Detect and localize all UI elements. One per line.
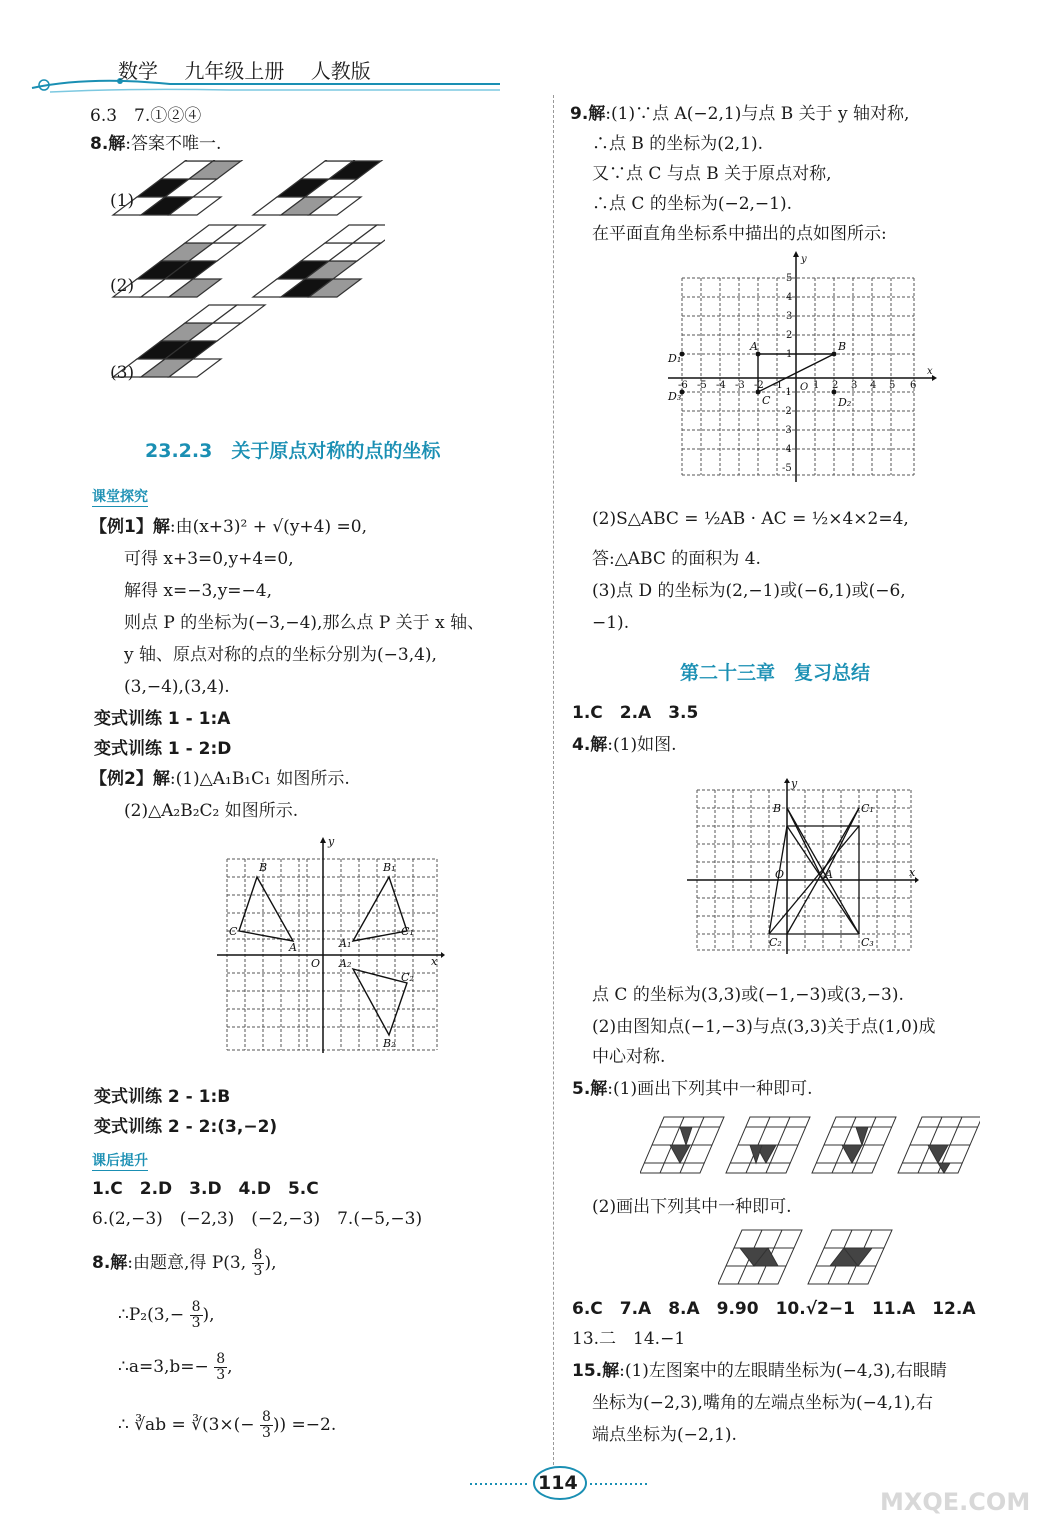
- graph1-x-tick-m3: -3: [735, 380, 745, 391]
- graph1-y-tick-3: 3: [786, 311, 793, 322]
- chapter-answers-6-12: 6.C 7.A 8.A 9.90 10.√2−1 11.A 12.A: [572, 1299, 976, 1319]
- answer-line-6-7: 6.3 7.①②④: [90, 106, 202, 126]
- graph1-x-tick-3: 3: [851, 380, 858, 391]
- answer-9-line-2: ∴点 B 的坐标为(2,1).: [592, 134, 764, 154]
- answer-8-cube-end: )) =−2.: [272, 1415, 337, 1435]
- graph1-x-tick-5: 5: [889, 380, 896, 391]
- comma: ,: [227, 1357, 233, 1377]
- answers-6-7: 6.(2,−3) (−2,3) (−2,−3) 7.(−5,−3): [92, 1209, 423, 1229]
- chapter-answer-4: [572, 734, 677, 756]
- diamond-grid-figures: [105, 160, 385, 400]
- graph2-point-B2: B₂: [383, 1037, 396, 1050]
- example-2-label: 【例2】解: [90, 769, 170, 789]
- coordinate-graph-example-2: [215, 835, 445, 1057]
- graph1-x-tick-m4: -4: [716, 380, 726, 391]
- example-1-line-6: (3,−4),(3,4).: [124, 677, 230, 697]
- example-2: [90, 768, 350, 790]
- answer-8-p2: [118, 1300, 215, 1331]
- answer-9-d-line-1: (3)点 D 的坐标为(2,−1)或(−6,1)或(−6,: [592, 581, 906, 601]
- graph1-y-tick-m3: -3: [782, 425, 792, 436]
- graph1-y-tick-5: 5: [786, 273, 793, 284]
- header-subject: 数学: [118, 59, 158, 83]
- chapter-answer-4-line-1: :(1)如图.: [607, 735, 677, 755]
- chapter-answer-4-label: 4.解: [572, 735, 608, 755]
- triangle-grid-patterns-1: [640, 1115, 980, 1180]
- graph3-point-A: A: [825, 868, 833, 881]
- chapter-answer-15-line-3: 端点坐标为(−2,1).: [592, 1425, 737, 1445]
- answer-8-ab: [118, 1352, 233, 1383]
- column-divider: [553, 95, 554, 1465]
- graph1-x-tick-m1: -1: [773, 380, 783, 391]
- graph1-point-D3: D₃: [668, 390, 682, 403]
- fraction-den-c: 3: [216, 1367, 226, 1383]
- answer-8-p2-text: ∴P₂(3,−: [118, 1305, 185, 1325]
- graph3-point-C2: C₂: [769, 936, 782, 949]
- graph2-point-A2: A₂: [339, 957, 352, 970]
- chapter-answer-4-line-4: 中心对称.: [592, 1047, 666, 1067]
- fig-label-3: (3): [110, 363, 135, 383]
- answer-9-answer: 答:△ABC 的面积为 4.: [592, 549, 761, 569]
- answer-8-b-label: 8.解: [92, 1253, 128, 1273]
- section-tag-class: 课堂探究: [92, 486, 148, 507]
- graph2-origin: O: [311, 957, 321, 970]
- fraction-num-c: 8: [216, 1351, 226, 1367]
- graph1-axis-y: y: [801, 254, 807, 265]
- chapter-answer-5: [572, 1078, 813, 1100]
- fraction-num: 8: [253, 1247, 263, 1263]
- graph2-point-A: A: [289, 941, 297, 954]
- chapter-answer-15-line-1: :(1)左图案中的左眼睛坐标为(−4,3),右眼睛: [619, 1361, 947, 1381]
- fraction-den-d: 3: [261, 1425, 271, 1441]
- header-edition: 人教版: [310, 59, 371, 83]
- header-grade: 九年级上册: [184, 59, 285, 83]
- answers-1-5: 1.C 2.D 3.D 4.D 5.C: [92, 1179, 319, 1199]
- graph1-point-D1: D₁: [668, 352, 682, 365]
- graph1-origin: O: [800, 382, 809, 393]
- fraction-den-b: 3: [191, 1315, 201, 1331]
- graph2-point-C1: C₁: [401, 925, 414, 938]
- coordinate-graph-answer-9: [662, 250, 942, 490]
- answer-9-line-3: 又∵点 C 与点 B 关于原点对称,: [592, 164, 832, 184]
- graph3-axis-y: y: [791, 778, 798, 790]
- graph1-axis-x: x: [927, 366, 933, 377]
- fraction-num-d: 8: [261, 1409, 271, 1425]
- graph1-x-tick-4: 4: [870, 380, 877, 391]
- graph1-y-tick-m1: -1: [782, 387, 792, 398]
- graph2-axis-y: y: [328, 835, 335, 848]
- graph1-point-C: C: [762, 394, 771, 407]
- close-paren: ),: [264, 1253, 277, 1273]
- graph3-point-C1: C₁: [861, 802, 874, 815]
- graph3-point-B: B: [773, 802, 782, 815]
- fraction-8-3-c: [214, 1352, 227, 1383]
- variant-2-1: 变式训练 2 - 1:B: [94, 1087, 231, 1107]
- example-2-line-2: (2)△A₂B₂C₂ 如图所示.: [124, 801, 299, 821]
- graph1-x-tick-m6: -6: [678, 380, 688, 391]
- answer-9-label: 9.解: [570, 104, 606, 124]
- graph1-point-A: A: [750, 340, 758, 353]
- chapter-answer-15: [572, 1360, 947, 1382]
- chapter-answers-1-3: 1.C 2.A 3.5: [572, 703, 699, 723]
- graph1-point-D2: D₂: [838, 396, 852, 409]
- answer-9-area: (2)S△ABC = ½AB · AC = ½×4×2=4,: [592, 509, 909, 529]
- fig-label-2: (2): [110, 276, 135, 296]
- graph1-x-tick-1: 1: [813, 380, 820, 391]
- example-1: [90, 516, 367, 538]
- chapter-answer-5-label: 5.解: [572, 1079, 608, 1099]
- fig-row-3: [113, 305, 265, 377]
- answer-9-d-line-2: −1).: [592, 613, 630, 633]
- variant-2-2-text: 变式训练 2 - 2:(3,−2): [94, 1117, 278, 1137]
- graph2-point-C2: C₂: [401, 971, 414, 984]
- chapter-title: 第二十三章 复习总结: [680, 662, 871, 684]
- answer-8-b-text: :由题意,得 P(3,: [127, 1253, 247, 1273]
- answer-text: :答案不唯一.: [125, 134, 222, 154]
- answer-9-line-4: ∴点 C 的坐标为(−2,−1).: [592, 194, 793, 214]
- graph1-x-tick-m5: -5: [697, 380, 707, 391]
- graph1-x-tick-2: 2: [832, 380, 839, 391]
- section-tag-after: 课后提升: [92, 1150, 148, 1171]
- graph1-point-B: B: [838, 340, 847, 353]
- chapter-answer-4-line-3: (2)由图知点(−1,−3)与点(3,3)关于点(1,0)成: [592, 1017, 936, 1037]
- coordinate-graph-chapter-4: [685, 778, 925, 958]
- graph1-y-tick-1: 1: [786, 349, 793, 360]
- chapter-answer-15-line-2: 坐标为(−2,3),嘴角的左端点坐标为(−4,1),右: [592, 1393, 933, 1413]
- example-1-line-5: y 轴、原点对称的点的坐标分别为(−3,4),: [124, 645, 437, 665]
- graph2-point-C: C: [229, 925, 238, 938]
- watermark: MXQE.COM: [880, 1488, 1031, 1516]
- variant-1-1: 变式训练 1 - 1:A: [94, 709, 231, 729]
- chapter-answers-13-14: 13.二 14.−1: [572, 1329, 686, 1349]
- example-1-line-4: 则点 P 的坐标为(−3,−4),那么点 P 关于 x 轴、: [124, 613, 485, 633]
- fig-label-1: (1): [110, 191, 135, 211]
- fraction-8-3-b: [190, 1300, 203, 1331]
- answer-8-b: [92, 1248, 277, 1279]
- graph1-x-tick-m2: -2: [754, 380, 764, 391]
- graph3-axis-x: x: [909, 866, 916, 879]
- example-1-label: 【例1】解: [90, 517, 170, 537]
- chapter-answer-5-line-1: :(1)画出下列其中一种即可.: [607, 1079, 813, 1099]
- graph2-point-B1: B₁: [383, 861, 396, 874]
- graph2-point-A1: A₁: [339, 937, 352, 950]
- answer-label: 8.解: [90, 134, 126, 154]
- graph3-origin: O: [775, 868, 785, 881]
- fraction-den: 3: [253, 1263, 263, 1279]
- answer-9-line-1: :(1)∵点 A(−2,1)与点 B 关于 y 轴对称,: [605, 104, 910, 124]
- answer-8-ab-text: ∴a=3,b=−: [118, 1357, 209, 1377]
- chapter-answer-15-label: 15.解: [572, 1361, 620, 1381]
- fig-row-1: [113, 160, 385, 215]
- fig-row-2: [113, 225, 385, 297]
- page-number: 114: [538, 1472, 578, 1494]
- graph2-axis-x: x: [431, 955, 438, 968]
- graph1-y-tick-4: 4: [786, 292, 793, 303]
- answer-9-line-5: 在平面直角坐标系中描出的点如图所示:: [592, 224, 887, 244]
- graph1-y-tick-2: 2: [786, 330, 793, 341]
- graph1-y-tick-m5: -5: [782, 463, 792, 474]
- answer-9: [570, 103, 909, 125]
- variant-1-2: 变式训练 1 - 2:D: [94, 739, 232, 759]
- example-1-line-3: 解得 x=−3,y=−4,: [124, 581, 273, 601]
- triangle-grid-patterns-2: [718, 1228, 898, 1288]
- answer-8-cube: [118, 1410, 336, 1441]
- chapter-answer-4-line-2: 点 C 的坐标为(3,3)或(−1,−3)或(3,−3).: [592, 985, 904, 1005]
- fraction-8-3-d: [260, 1410, 273, 1441]
- graph1-x-tick-6: 6: [910, 380, 917, 391]
- answer-8: [90, 133, 221, 155]
- answer-8-cube-text: ∴ ∛ab = ∛(3×(−: [118, 1415, 255, 1435]
- close-paren-b: ),: [202, 1305, 215, 1325]
- section-title: 23.2.3 关于原点对称的点的坐标: [145, 440, 441, 462]
- chapter-answer-5-line-2: (2)画出下列其中一种即可.: [592, 1197, 792, 1217]
- variant-2-2: [94, 1116, 277, 1138]
- example-1-line-2: 可得 x+3=0,y+4=0,: [124, 549, 294, 569]
- fraction-8-3: [252, 1248, 265, 1279]
- fraction-num-b: 8: [191, 1299, 201, 1315]
- graph3-point-C3: C₃: [861, 936, 874, 949]
- example-1-line-1: :由(x+3)² + √(y+4) =0,: [169, 517, 367, 537]
- graph1-y-tick-m2: -2: [782, 406, 792, 417]
- graph1-y-tick-m4: -4: [782, 444, 792, 455]
- example-2-line-1: :(1)△A₁B₁C₁ 如图所示.: [169, 769, 350, 789]
- graph2-point-B: B: [259, 861, 268, 874]
